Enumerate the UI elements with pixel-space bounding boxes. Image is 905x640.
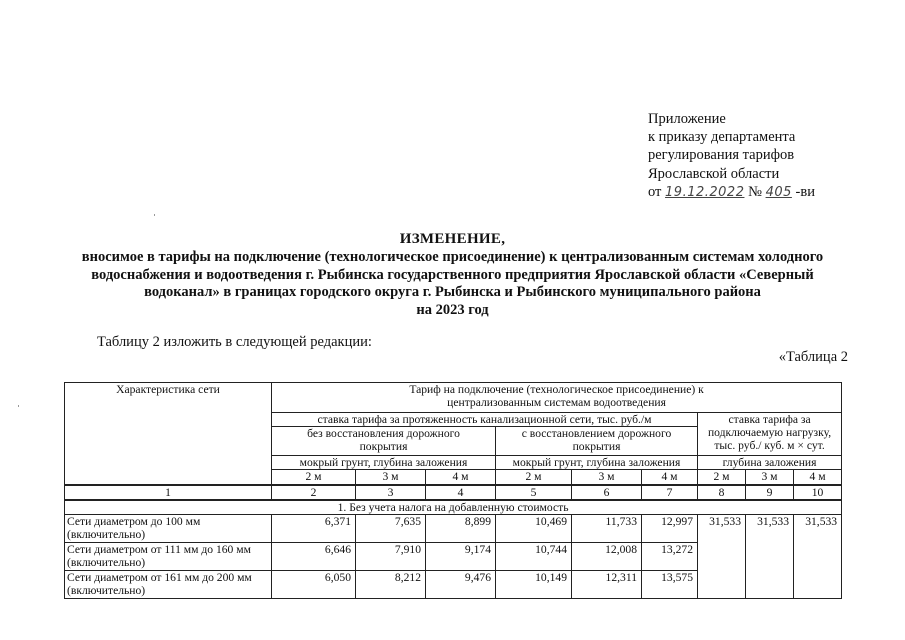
appendix-line-3: регулирования тарифов bbox=[648, 147, 795, 164]
value-cell: 6,646 bbox=[272, 543, 356, 571]
header-group-load: ставка тарифа за подключаемую нагрузку, тыс. руб./ куб. м × сут. bbox=[698, 413, 842, 456]
row-label: Сети диаметром до 100 мм (включительно) bbox=[65, 515, 272, 543]
column-number: 6 bbox=[572, 485, 642, 500]
tariff-table bbox=[64, 382, 842, 599]
column-number: 3 bbox=[356, 485, 426, 500]
appendix-header bbox=[648, 110, 815, 202]
depth-cell: 3 м bbox=[356, 470, 426, 485]
column-number: 10 bbox=[794, 485, 842, 500]
value-cell: 6,371 bbox=[272, 515, 356, 543]
depth-cell: 4 м bbox=[642, 470, 698, 485]
row-label: Сети диаметром от 111 мм до 160 мм (включительно) bbox=[65, 543, 272, 571]
value-cell: 10,744 bbox=[496, 543, 572, 571]
title-line-4: на 2023 год bbox=[416, 302, 489, 319]
column-number: 2 bbox=[272, 485, 356, 500]
handwritten-date: 19.12.2022 bbox=[665, 184, 745, 200]
column-number: 1 bbox=[65, 485, 272, 500]
header-with-restoration: с восстановлением дорожного покрытия bbox=[496, 427, 698, 456]
value-cell: 6,050 bbox=[272, 571, 356, 599]
load-value-cell: 31,533 bbox=[794, 515, 842, 599]
title-line-2: водоснабжения и водоотведения г. Рыбинска государственного предприятия Ярославской области «Северный bbox=[91, 266, 814, 283]
column-numbers-row bbox=[65, 485, 842, 500]
scan-speck bbox=[154, 214, 155, 216]
load-value-cell: 31,533 bbox=[698, 515, 746, 599]
value-cell: 12,008 bbox=[572, 543, 642, 571]
column-number: 8 bbox=[698, 485, 746, 500]
load-value-cell: 31,533 bbox=[746, 515, 794, 599]
document-title bbox=[40, 231, 865, 320]
value-cell: 7,910 bbox=[356, 543, 426, 571]
handwritten-number: 405 bbox=[765, 184, 792, 200]
value-cell: 12,311 bbox=[572, 571, 642, 599]
table-caption: «Таблица 2 bbox=[778, 349, 848, 365]
value-cell: 9,476 bbox=[426, 571, 496, 599]
appendix-date-line bbox=[648, 183, 815, 202]
column-number: 5 bbox=[496, 485, 572, 500]
column-number: 9 bbox=[746, 485, 794, 500]
title-line-3: водоканал» в границах городского округа г. Рыбинска и Рыбинского муниципального района bbox=[144, 284, 761, 301]
header-without-restoration: без восстановления дорожного покрытия bbox=[272, 427, 496, 456]
depth-cell: 3 м bbox=[746, 470, 794, 485]
title-line-1: вносимое в тарифы на подключение (технологическое присоединение) к централизованным системам холодного bbox=[81, 248, 824, 265]
value-cell: 8,899 bbox=[426, 515, 496, 543]
value-cell: 10,469 bbox=[496, 515, 572, 543]
header-soil-with: мокрый грунт, глубина заложения bbox=[496, 456, 698, 470]
number-sign: № bbox=[748, 183, 762, 200]
lead-text: Таблицу 2 изложить в следующей редакции: bbox=[97, 334, 372, 350]
value-cell: 11,733 bbox=[572, 515, 642, 543]
section-title: 1. Без учета налога на добавленную стоимость bbox=[65, 500, 842, 515]
appendix-line-4: Ярославской области bbox=[648, 165, 780, 182]
depth-cell: 2 м bbox=[698, 470, 746, 485]
column-number: 4 bbox=[426, 485, 496, 500]
value-cell: 12,997 bbox=[642, 515, 698, 543]
header-characteristic: Характеристика сети bbox=[65, 383, 272, 485]
title-heading: ИЗМЕНЕНИЕ, bbox=[399, 231, 506, 247]
value-cell: 7,635 bbox=[356, 515, 426, 543]
value-cell: 13,272 bbox=[642, 543, 698, 571]
depth-cell: 2 м bbox=[496, 470, 572, 485]
header-soil-without: мокрый грунт, глубина заложения bbox=[272, 456, 496, 470]
appendix-line-2: к приказу департамента bbox=[648, 129, 796, 146]
date-prefix: от bbox=[648, 183, 662, 200]
depth-cell: 4 м bbox=[794, 470, 842, 485]
scan-speck bbox=[18, 405, 19, 407]
header-row-1 bbox=[65, 383, 842, 413]
header-tariff: Тариф на подключение (технологическое присоединение) к централизованным системам водоотведения bbox=[272, 383, 842, 413]
value-cell: 9,174 bbox=[426, 543, 496, 571]
number-suffix: -ви bbox=[795, 183, 815, 200]
column-number: 7 bbox=[642, 485, 698, 500]
appendix-line-1: Приложение bbox=[648, 111, 726, 127]
section-row bbox=[65, 500, 842, 515]
value-cell: 13,575 bbox=[642, 571, 698, 599]
row-label: Сети диаметром от 161 мм до 200 мм (включительно) bbox=[65, 571, 272, 599]
depth-cell: 4 м bbox=[426, 470, 496, 485]
table-row bbox=[65, 515, 842, 543]
depth-cell: 2 м bbox=[272, 470, 356, 485]
depth-cell: 3 м bbox=[572, 470, 642, 485]
value-cell: 8,212 bbox=[356, 571, 426, 599]
header-group-length: ставка тарифа за протяженность канализационной сети, тыс. руб./м bbox=[272, 413, 698, 427]
value-cell: 10,149 bbox=[496, 571, 572, 599]
header-depth-load: глубина заложения bbox=[698, 456, 842, 470]
